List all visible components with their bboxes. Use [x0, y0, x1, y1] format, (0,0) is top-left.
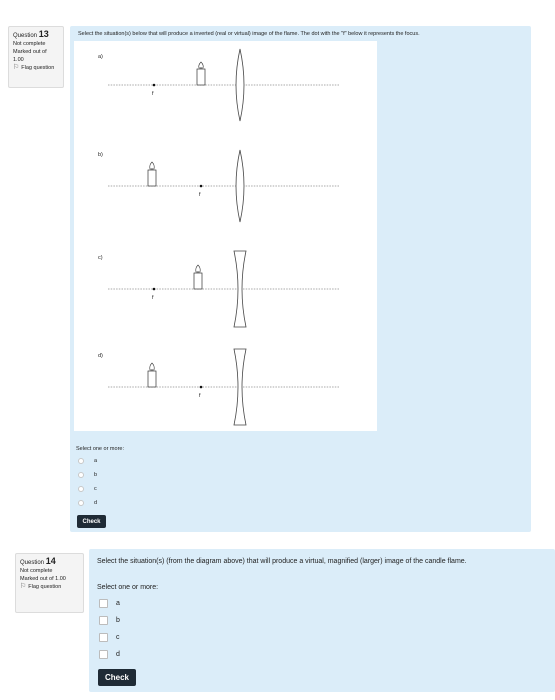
question-14-info — [15, 553, 84, 613]
option-c-checkbox[interactable] — [99, 633, 108, 642]
diagram-label-d: d) — [98, 353, 103, 359]
question-14-prompt: Select the situation(s) (from the diagram above) that will produce a virtual, magnified (larger) image of the candle flame. — [97, 558, 467, 565]
option-c-radio[interactable] — [78, 486, 84, 492]
question-13-status: Not complete — [13, 41, 46, 47]
option-d-checkbox[interactable] — [99, 650, 108, 659]
question-14-number: Question 14 — [20, 556, 56, 566]
select-one-or-more-label: Select one or more: — [76, 446, 124, 452]
select-one-or-more-label: Select one or more: — [97, 584, 159, 591]
option-b[interactable]: b — [99, 616, 120, 625]
diagram-a — [98, 49, 340, 121]
diagram-d — [98, 349, 340, 425]
option-c[interactable]: c — [99, 633, 120, 642]
option-b-checkbox[interactable] — [99, 616, 108, 625]
focus-label-a: f — [152, 91, 154, 97]
option-d[interactable]: d — [99, 650, 120, 659]
focus-point — [200, 386, 203, 389]
check-button[interactable]: Check — [77, 515, 106, 528]
flag-question-14[interactable]: ⚐ Flag question — [20, 583, 62, 590]
diagram-label-a: a) — [98, 54, 103, 60]
question-13-marks: Marked out of 1.00 — [13, 49, 47, 63]
question-13-prompt: Select the situation(s) below that will produce a inverted (real or virtual) image of the flame. The dot with the "f" below it represents the focus. — [78, 31, 420, 37]
focus-point — [200, 185, 203, 188]
convex-lens — [236, 49, 244, 121]
focus-label-d: f — [199, 393, 201, 399]
diagram-label-b: b) — [98, 152, 103, 158]
candle — [197, 62, 205, 85]
diagram-b — [98, 150, 340, 222]
question-13-number: Question 13 — [13, 29, 49, 39]
question-13-info — [8, 26, 64, 88]
option-c[interactable]: c — [78, 486, 97, 492]
option-b[interactable]: b — [78, 472, 97, 478]
option-a-checkbox[interactable] — [99, 599, 108, 608]
option-b-radio[interactable] — [78, 472, 84, 478]
question-14-marks: Marked out of 1.00 — [20, 576, 66, 582]
check-button[interactable]: Check — [98, 669, 136, 686]
candle — [194, 265, 202, 289]
question-14-status: Not complete — [20, 568, 53, 574]
diagram-c — [98, 251, 340, 327]
convex-lens — [236, 150, 244, 222]
focus-point — [153, 84, 156, 87]
option-a[interactable]: a — [99, 599, 120, 608]
flag-question-13[interactable]: ⚐ Flag question — [13, 64, 55, 71]
flag-icon: ⚐ — [13, 64, 20, 71]
diagram-label-c: c) — [98, 255, 103, 261]
focus-point — [153, 288, 156, 291]
option-d-radio[interactable] — [78, 500, 84, 506]
focus-label-b: f — [199, 192, 201, 198]
option-a[interactable]: a — [78, 458, 97, 464]
candle — [148, 162, 156, 186]
flag-icon: ⚐ — [20, 583, 27, 590]
option-d[interactable]: d — [78, 500, 97, 506]
option-a-radio[interactable] — [78, 458, 84, 464]
lens-diagrams-figure — [74, 41, 377, 431]
focus-label-c: f — [152, 295, 154, 301]
candle — [148, 363, 156, 387]
question-13-content — [70, 26, 531, 532]
question-14-content — [89, 549, 555, 692]
